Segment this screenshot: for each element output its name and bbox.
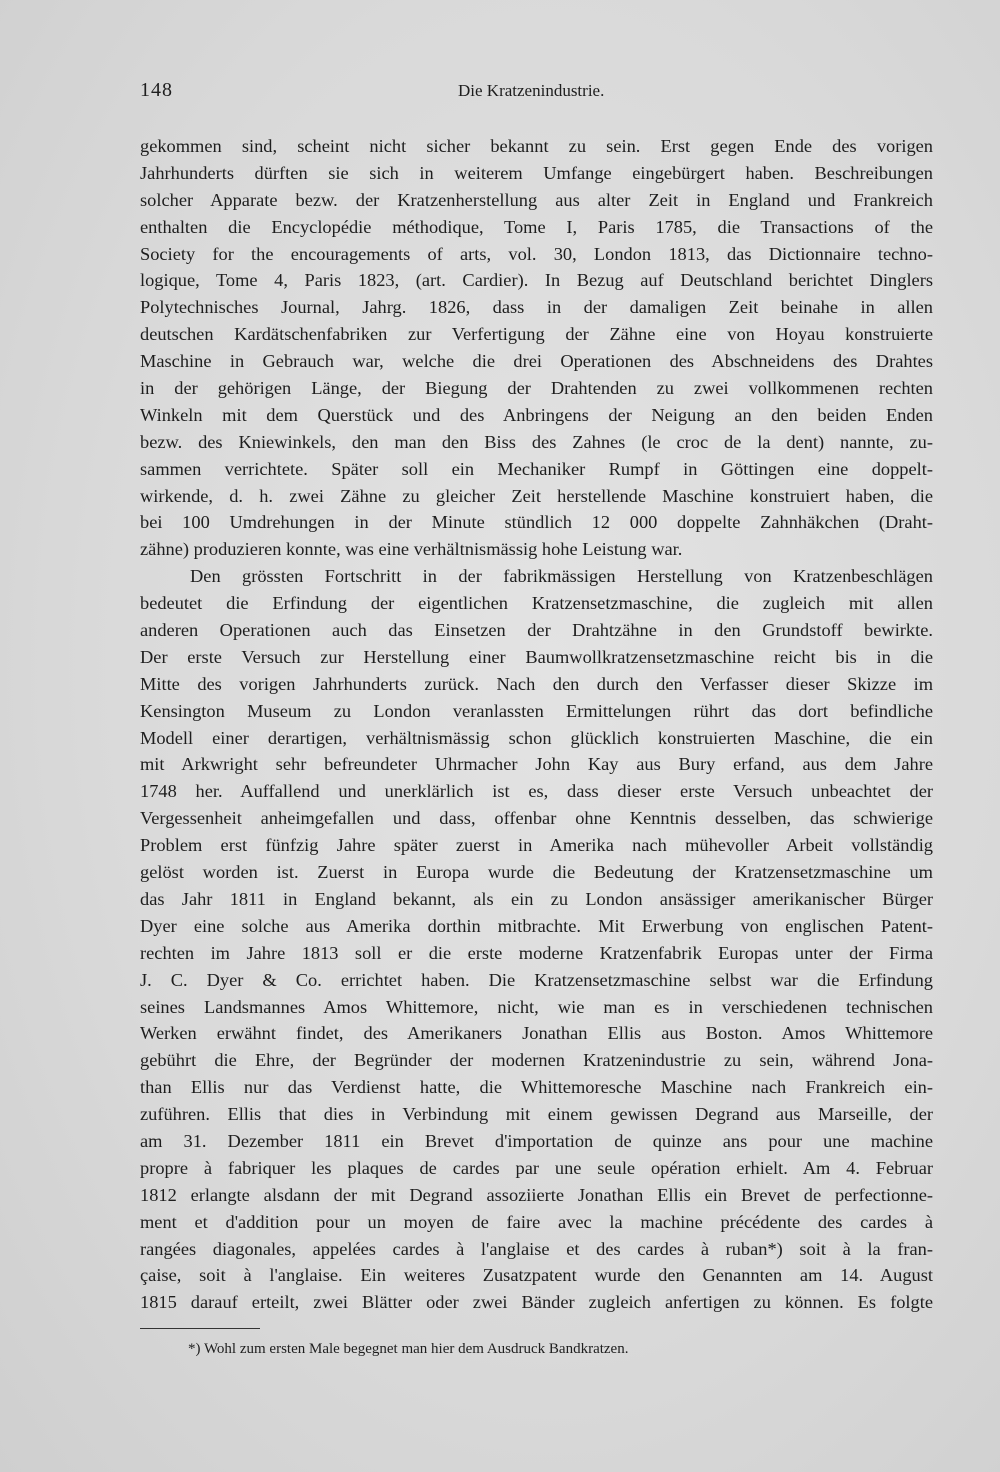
text-line: in der gehörigen Länge, der Biegung der Drahtenden zu zwei vollkommenen rechten	[140, 378, 933, 399]
page-header	[140, 75, 932, 107]
text-line: gelöst worden ist. Zuerst in Europa wurde die Bedeutung der Kratzensetzmaschine um	[140, 862, 933, 883]
text-line: das Jahr 1811 in England bekannt, als ein zu London ansässiger amerikanischer Bürger	[140, 888, 933, 909]
text-line: sammen verrichtete. Später soll ein Mechaniker Rumpf in Göttingen eine doppelt-	[140, 458, 933, 479]
text-line: bezw. des Kniewinkels, den man den Biss des Zahnes (le croc de la dent) nannte, zu-	[140, 431, 933, 452]
text-line: Mitte des vorigen Jahrhunderts zurück. Nach den durch den Verfasser dieser Skizze im	[140, 673, 933, 694]
text-line: rangées diagonales, appelées cardes à l'anglaise et des cardes à ruban*) soit à la fran-	[140, 1238, 933, 1259]
text-line: bei 100 Umdrehungen in der Minute stündlich 12 000 doppelte Zahnhäkchen (Draht-	[140, 512, 933, 533]
text-line: Winkeln mit dem Querstück und des Anbringens der Neigung an den beiden Enden	[140, 404, 933, 425]
text-line: enthalten die Encyclopédie méthodique, Tome I, Paris 1785, die Transactions of the	[140, 216, 933, 237]
text-line: logique, Tome 4, Paris 1823, (art. Cardier). In Bezug auf Deutschland berichtet Dinglers	[140, 270, 933, 291]
text-line: Vergessenheit anheimgefallen und dass, offenbar ohne Kenntnis desselben, das schwierige	[140, 808, 933, 829]
text-line: J. C. Dyer & Co. errichtet haben. Die Kratzensetzmaschine selbst war die Erfindung	[140, 969, 933, 990]
text-line: Society for the encouragements of arts, vol. 30, London 1813, das Dictionnaire techno-	[140, 243, 933, 264]
text-line: Kensington Museum zu London veranlassten Ermittelungen rührt das dort befindliche	[140, 700, 933, 721]
footnote-divider	[140, 1328, 260, 1329]
text-line: ment et d'addition pour un moyen de faire avec la machine précédente des cardes à	[140, 1211, 933, 1232]
text-line: 1748 her. Auffallend und unerklärlich ist es, dass dieser erste Versuch unbeachtet der	[140, 781, 933, 802]
text-line: propre à fabriquer les plaques de cardes par une seule opération erhielt. Am 4. Februar	[140, 1157, 933, 1178]
text-line: Jahrhunderts dürften sie sich in weiterem Umfange eingebürgert haben. Beschreibungen	[140, 162, 933, 183]
text-line: çaise, soit à l'anglaise. Ein weiteres Zusatzpatent wurde den Genannten am 14. August	[140, 1265, 933, 1286]
body-text	[140, 133, 933, 1316]
text-line: mit Arkwright sehr befreundeter Uhrmacher John Kay aus Bury erfand, aus dem Jahre	[140, 754, 933, 775]
text-line: seines Landsmannes Amos Whittemore, nicht, wie man es in verschiedenen technischen	[140, 996, 933, 1017]
text-line: 1815 darauf erteilt, zwei Blätter oder zwei Bänder zugleich anfertigen zu können. Es folgte	[140, 1292, 933, 1313]
text-line: deutschen Kardätschenfabriken zur Verfertigung der Zähne eine von Hoyau konstruierte	[140, 324, 933, 345]
text-line: gekommen sind, scheint nicht sicher bekannt zu sein. Erst gegen Ende des vorigen	[140, 136, 933, 156]
footnote: *) Wohl zum ersten Male begegnet man hier dem Ausdruck Bandkratzen.	[188, 1341, 629, 1357]
text-line: Der erste Versuch zur Herstellung einer Baumwollkratzensetzmaschine reicht bis in die	[140, 646, 933, 667]
text-line: Maschine in Gebrauch war, welche die drei Operationen des Abschneidens des Drahtes	[140, 351, 933, 372]
text-line: Dyer eine solche aus Amerika dorthin mitbrachte. Mit Erwerbung von englischen Patent-	[140, 915, 933, 936]
text-line: Werken erwähnt findet, des Amerikaners Jonathan Ellis aus Boston. Amos Whittemore	[140, 1023, 933, 1044]
text-line: solcher Apparate bezw. der Kratzenherstellung aus alter Zeit in England und Frankreich	[140, 189, 933, 210]
paragraph-first-line: Den grössten Fortschritt in der fabrikmässigen Herstellung von Kratzenbeschlägen	[190, 566, 933, 587]
text-line: zuführen. Ellis that dies in Verbindung mit einem gewissen Degrand aus Marseille, der	[140, 1104, 933, 1125]
page-number: 148	[140, 79, 173, 101]
text-line: wirkende, d. h. zwei Zähne zu gleicher Zeit herstellende Maschine konstruiert haben, die	[140, 485, 933, 506]
text-line: rechten im Jahre 1813 soll er die erste moderne Kratzenfabrik Europas unter der Firma	[140, 942, 933, 963]
paragraph-last-line: zähne) produzieren konnte, was eine verhältnismässig hohe Leistung war.	[140, 539, 683, 560]
text-line: gebührt die Ehre, der Begründer der modernen Kratzenindustrie zu sein, während Jona-	[140, 1050, 933, 1071]
text-line: than Ellis nur das Verdienst hatte, die Whittemoresche Maschine nach Frankreich ein-	[140, 1077, 933, 1098]
text-line: Problem erst fünfzig Jahre später zuerst in Amerika nach mühevoller Arbeit vollständig	[140, 835, 933, 856]
text-line: Modell einer derartigen, verhältnismässig schon glücklich konstruierten Maschine, die ein	[140, 727, 933, 748]
running-title: Die Kratzenindustrie.	[458, 81, 605, 100]
text-line: bedeutet die Erfindung der eigentlichen Kratzensetzmaschine, die zugleich mit allen	[140, 593, 933, 614]
text-line: Polytechnisches Journal, Jahrg. 1826, dass in der damaligen Zeit beinahe in allen	[140, 297, 933, 318]
text-line: 1812 erlangte alsdann der mit Degrand assoziierte Jonathan Ellis ein Brevet de perfectionne-	[140, 1184, 933, 1205]
text-line: anderen Operationen auch das Einsetzen der Drahtzähne in den Grundstoff bewirkte.	[140, 620, 933, 641]
text-line: am 31. Dezember 1811 ein Brevet d'importation de quinze ans pour une machine	[140, 1130, 933, 1151]
